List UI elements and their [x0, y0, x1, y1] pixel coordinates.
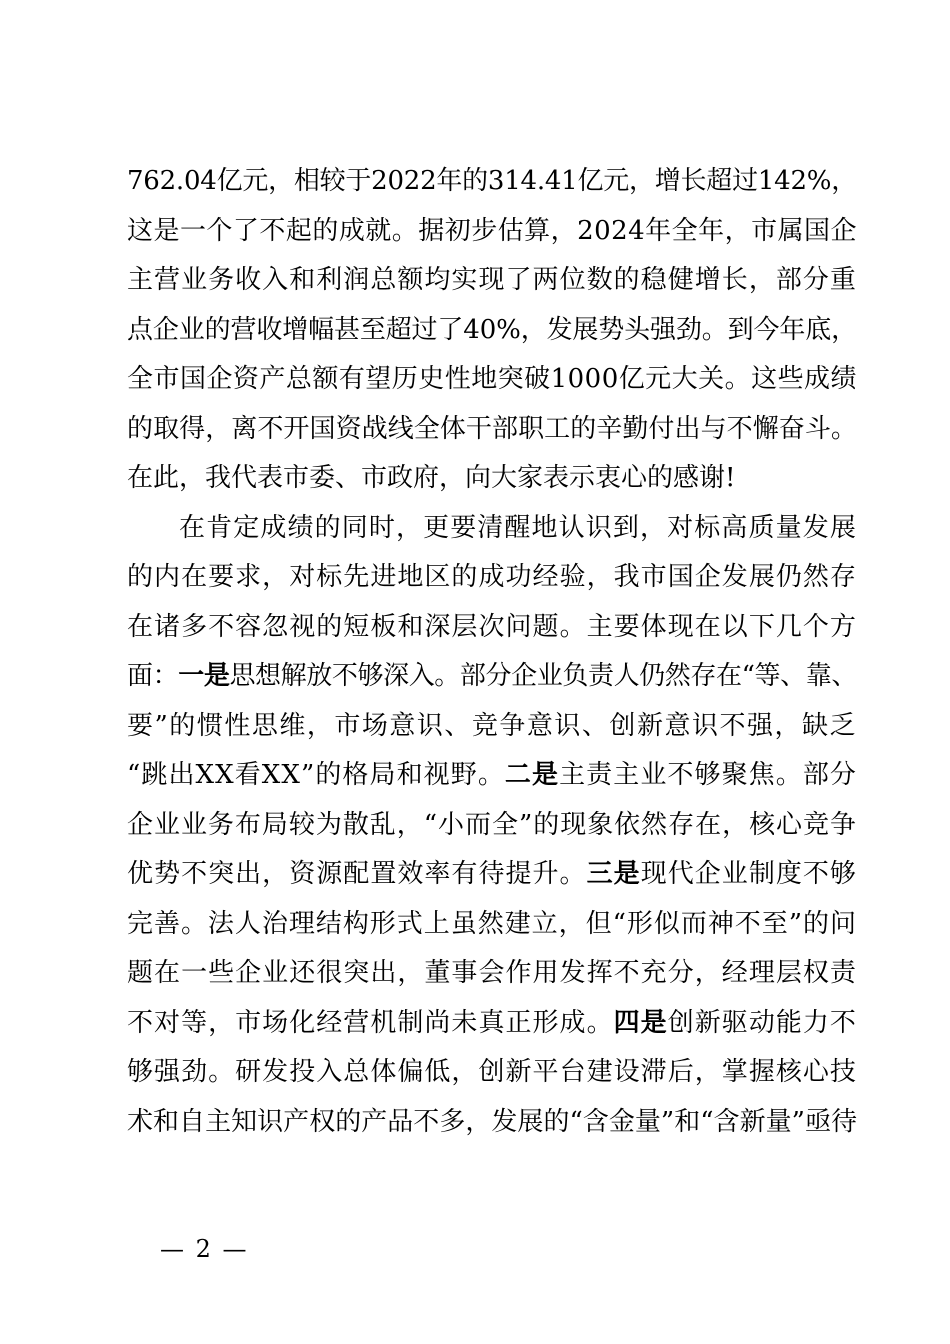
- text-segment: 的取得，离不开国资战线全体干部职工的辛勤付出与不懈奋斗。: [127, 413, 857, 444]
- text-segment: 在此，我代表市委、市政府，向大家表示衷心的感谢!: [127, 463, 736, 493]
- text-segment: 在诸多不容忽视的短板和深层次问题。主要体现在以下几个方: [127, 611, 857, 642]
- text-segment: 思想解放不够深入。部分企业负责人仍然存在“等、靠、: [229, 661, 857, 691]
- text-segment: 这是一个了不起的成就。据初步估算，2024年全年，市属国企: [127, 215, 858, 246]
- text-line: [127, 850, 857, 900]
- text-line: [127, 603, 857, 653]
- text-segment: 要”的惯性思维，市场意识、竞争意识、创新意识不强，缺乏: [127, 710, 858, 741]
- text-line: [127, 355, 857, 405]
- text-line: [127, 900, 857, 950]
- text-line: [127, 157, 857, 207]
- text-line: [127, 553, 857, 603]
- text-line: [127, 256, 857, 306]
- text-line: [127, 306, 857, 356]
- text-segment: 不对等，市场化经营机制尚未真正形成。: [127, 1007, 614, 1038]
- text-line: [127, 1098, 857, 1148]
- text-segment: 现代企业制度不够: [640, 859, 857, 889]
- text-segment: 在肯定成绩的同时，更要清醒地认识到，对标高质量发展: [179, 512, 857, 543]
- body-text: [127, 157, 857, 1147]
- emphasis-text: 三是: [586, 859, 641, 889]
- emphasis-text: 一是: [178, 661, 230, 691]
- text-line: [127, 1048, 857, 1098]
- text-line: [127, 405, 857, 455]
- text-line: [127, 454, 857, 504]
- text-line: [127, 801, 857, 851]
- text-segment: 创新驱动能力不: [667, 1007, 857, 1038]
- text-line: [127, 751, 857, 801]
- text-segment: 够强劲。研发投入总体偏低，创新平台建设滞后，掌握核心技: [127, 1057, 857, 1087]
- text-line: [127, 949, 857, 999]
- text-segment: 术和自主知识产权的产品不多，发展的“含金量”和“含新量”亟待: [127, 1106, 858, 1137]
- text-segment: 全市国企资产总额有望历史性地突破1000亿元大关。这些成绩: [127, 364, 858, 394]
- text-line: [127, 652, 857, 702]
- page-number: — 2 —: [160, 1235, 249, 1263]
- text-segment: 762.04亿元，相较于2022年的314.41亿元，增长超过142%，: [127, 166, 857, 196]
- text-segment: 的内在要求，对标先进地区的成功经验，我市国企发展仍然存: [127, 562, 857, 592]
- text-segment: “跳出XX看XX”的格局和视野。: [127, 760, 505, 790]
- emphasis-text: 四是: [613, 1007, 668, 1038]
- text-segment: 优势不突出，资源配置效率有待提升。: [127, 859, 587, 889]
- text-segment: 企业业务布局较为散乱，“小而全”的现象依然存在，核心竞争: [127, 809, 857, 840]
- text-line: [127, 702, 857, 752]
- text-segment: 主责主业不够聚焦。部分: [559, 760, 857, 790]
- text-segment: 面：: [127, 661, 179, 691]
- text-line: [127, 207, 857, 257]
- text-segment: 完善。法人治理结构形式上虽然建立，但“形似而神不至”的问: [127, 908, 857, 939]
- text-line: [127, 504, 857, 554]
- text-segment: 主营业务收入和利润总额均实现了两位数的稳健增长，部分重: [127, 265, 857, 295]
- text-line: [127, 999, 857, 1049]
- text-segment: 点企业的营收增幅甚至超过了40%，发展势头强劲。到今年底，: [127, 314, 857, 345]
- emphasis-text: 二是: [504, 760, 560, 790]
- text-segment: 题在一些企业还很突出，董事会作用发挥不充分，经理层权责: [127, 958, 857, 988]
